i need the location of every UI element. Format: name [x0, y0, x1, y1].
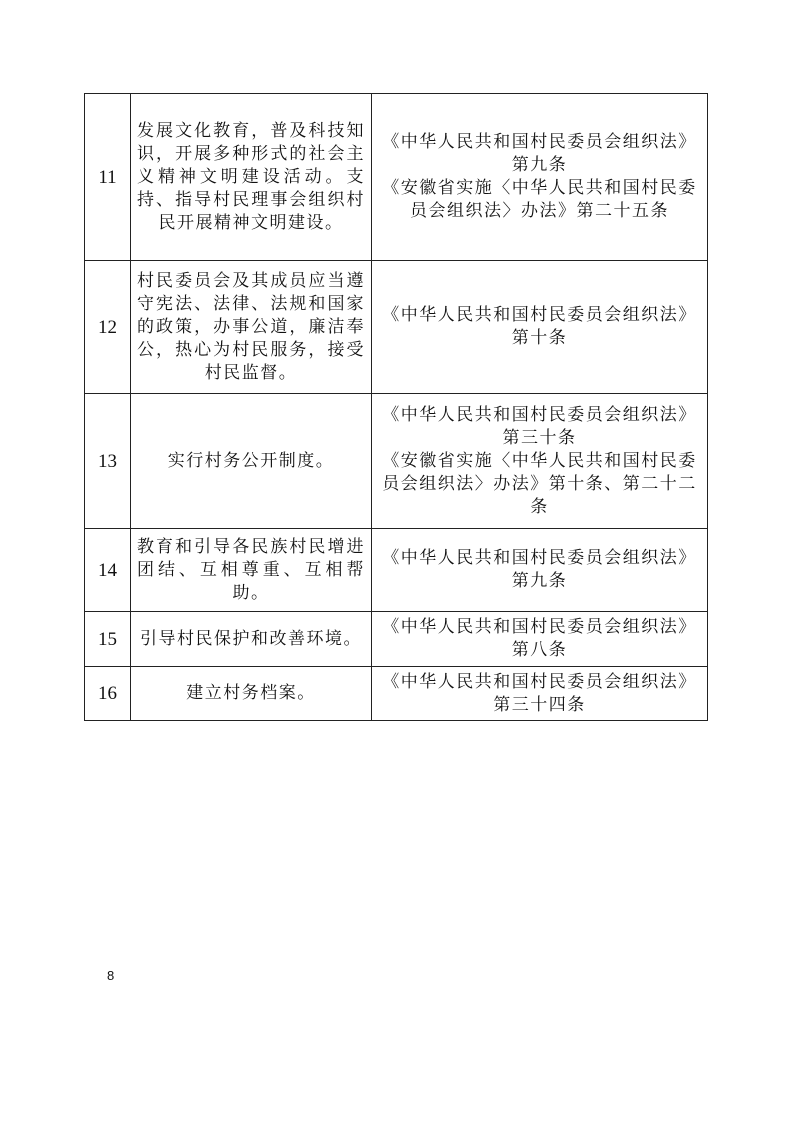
legal-basis — [372, 667, 708, 721]
duties-table — [84, 93, 708, 721]
legal-basis — [372, 94, 708, 261]
row-number: 11 — [85, 94, 131, 261]
page-number: 8 — [107, 968, 115, 983]
legal-basis-item: 《中华人民共和国村民委员会组织法》第九条 — [382, 132, 697, 175]
table-row — [85, 529, 708, 612]
duty-text: 实行村务公开制度。 — [131, 394, 372, 529]
table-row — [85, 612, 708, 667]
legal-basis-item: 《中华人民共和国村民委员会组织法》第十条 — [382, 305, 697, 348]
legal-basis-item: 《中华人民共和国村民委员会组织法》第三十条 — [382, 404, 697, 448]
legal-basis — [372, 261, 708, 394]
table-row — [85, 94, 708, 261]
duty-text: 发展文化教育，普及科技知识，开展多种形式的社会主义精神文明建设活动。支持、指导村民理事会组织村民开展精神文明建设。 — [131, 94, 372, 261]
row-number: 12 — [85, 261, 131, 394]
legal-basis-item: 《中华人民共和国村民委员会组织法》第三十四条 — [382, 671, 697, 715]
legal-basis-item: 《中华人民共和国村民委员会组织法》第九条 — [382, 548, 697, 591]
table-row — [85, 261, 708, 394]
legal-basis — [372, 394, 708, 529]
legal-basis — [372, 529, 708, 612]
table-row — [85, 667, 708, 721]
duty-text: 教育和引导各民族村民增进团结、互相尊重、互相帮助。 — [131, 529, 372, 612]
row-number: 15 — [85, 612, 131, 667]
duty-text: 村民委员会及其成员应当遵守宪法、法律、法规和国家的政策，办事公道，廉洁奉公，热心为村民服务，接受村民监督。 — [131, 261, 372, 394]
row-number: 13 — [85, 394, 131, 529]
row-number: 16 — [85, 667, 131, 721]
legal-basis-item: 《安徽省实施〈中华人民共和国村民委员会组织法〉办法》第二十五条 — [382, 178, 697, 221]
table-row — [85, 394, 708, 529]
legal-basis — [372, 612, 708, 667]
duty-text: 建立村务档案。 — [131, 667, 372, 721]
legal-basis-item: 《安徽省实施〈中华人民共和国村民委员会组织法〉办法》第十条、第二十二条 — [382, 450, 697, 517]
legal-basis-item: 《中华人民共和国村民委员会组织法》第八条 — [382, 617, 697, 660]
duty-text: 引导村民保护和改善环境。 — [131, 612, 372, 667]
row-number: 14 — [85, 529, 131, 612]
